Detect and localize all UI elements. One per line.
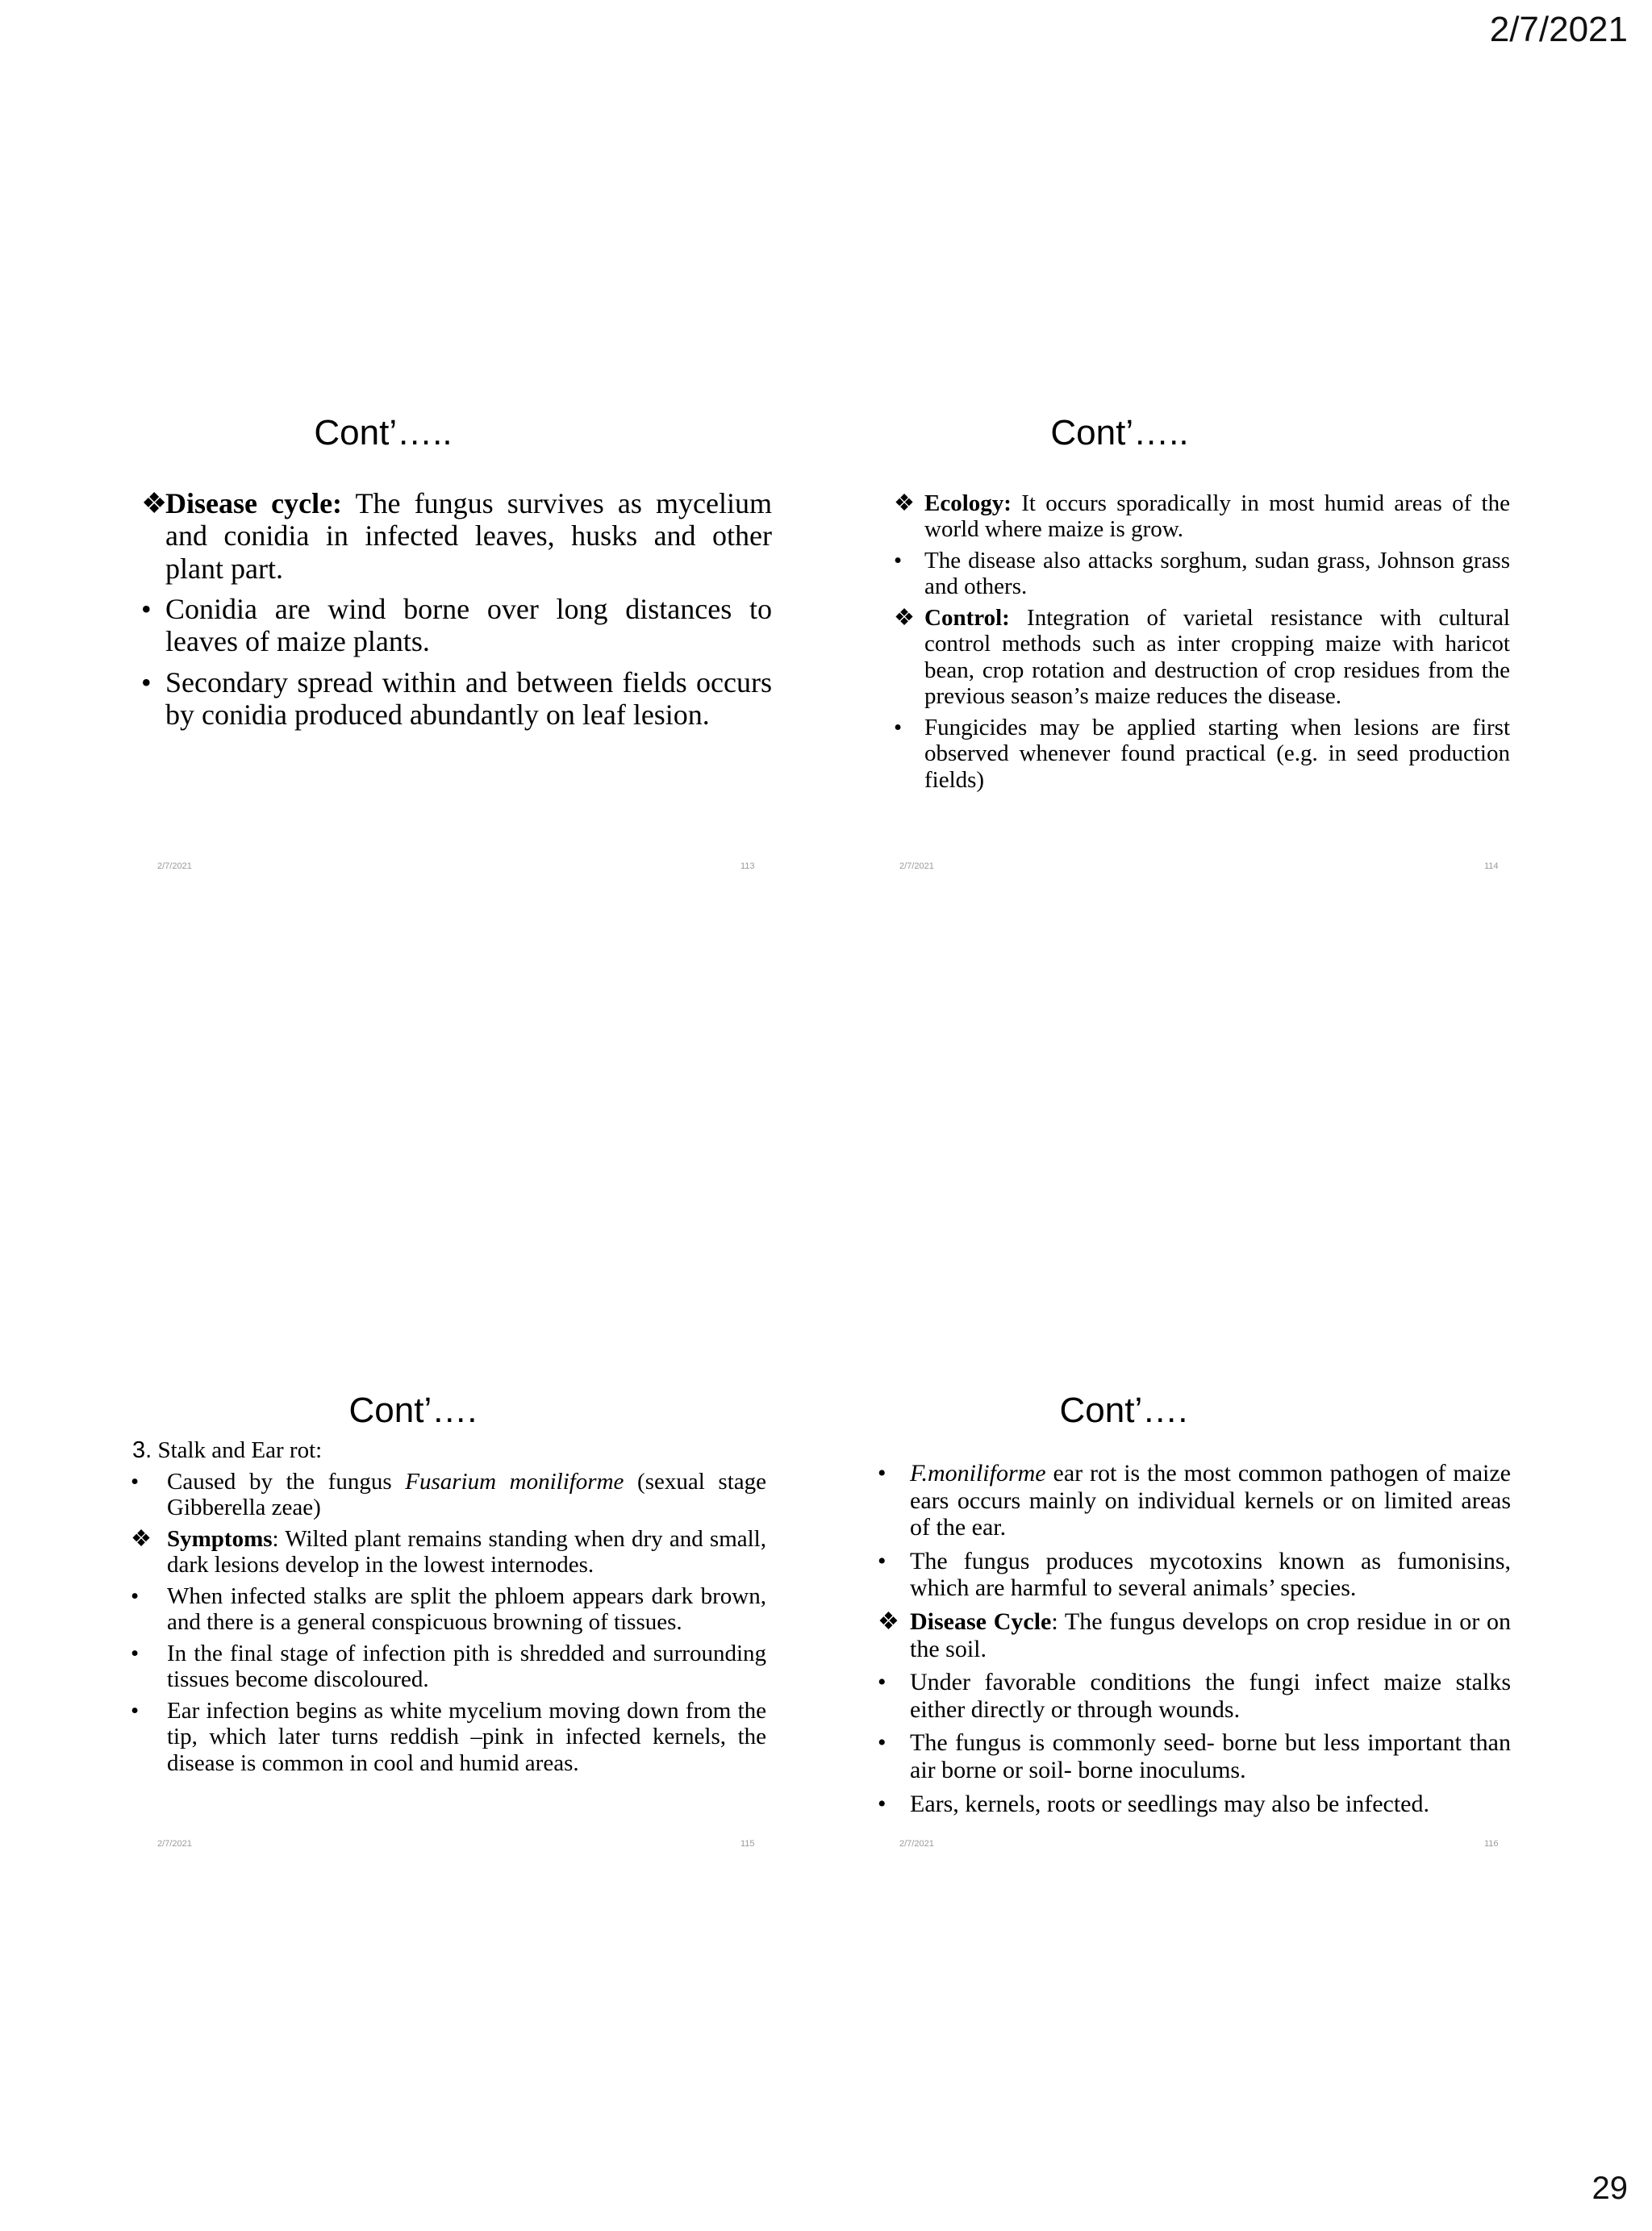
list-item: [878, 1608, 1511, 1662]
bullet-icon: •: [131, 1640, 140, 1666]
bullet-text: The fungus produces mycotoxins known as fumonisins, which are harmful to several animals’ species.: [910, 1547, 1511, 1602]
slide-title: Cont’…..: [314, 413, 453, 452]
list-item: [878, 1791, 1511, 1818]
list-item: [131, 1526, 766, 1578]
list-item: [131, 1698, 766, 1776]
bullet-icon: •: [894, 714, 903, 740]
bullet-text: The disease also attacks sorghum, sudan grass, Johnson grass and others.: [924, 547, 1510, 600]
slide-footer-number: 116: [1484, 1839, 1499, 1849]
list-item: [894, 548, 1510, 600]
page-number: 29: [1592, 2171, 1628, 2206]
slide-footer-date: 2/7/2021: [899, 1839, 934, 1849]
slide-bullet-list: [141, 487, 770, 731]
bullet-text: Conidia are wind borne over long distances to leaves of maize plants.: [165, 592, 772, 658]
diamond-bullet-icon: ❖: [878, 1608, 899, 1635]
bullet-icon: •: [878, 1729, 886, 1757]
diamond-bullet-icon: ❖: [141, 487, 168, 519]
slide-footer-number: 113: [740, 861, 755, 871]
diamond-bullet-icon: ❖: [131, 1525, 152, 1552]
bullet-text: : The fungus develops on crop residue in or on the soil.: [910, 1608, 1511, 1662]
list-item: [131, 1469, 766, 1521]
pathogen-name: Fusarium moniliforme: [405, 1469, 624, 1495]
list-item: [878, 1729, 1511, 1783]
bullet-text: Integration of varietal resistance with cultural control methods such as inter cropping maize with haricot bean, crop rotation and destruction of crop residues from the previous season’s maize reduces the disease.: [924, 604, 1510, 710]
section-number: 3.: [132, 1437, 152, 1463]
list-item: [878, 1460, 1511, 1541]
list-item: [894, 490, 1510, 543]
slide-bullet-list: [878, 1460, 1511, 1817]
section-heading: [132, 1437, 760, 1464]
bullet-text: It occurs sporadically in most humid areas of the world where maize is grow.: [924, 490, 1510, 543]
list-item: [894, 715, 1510, 793]
list-item: [878, 1548, 1511, 1602]
bullet-text: : Wilted plant remains standing when dry and small, dark lesions develop in the lowest internodes.: [167, 1525, 766, 1578]
bullet-icon: •: [131, 1583, 140, 1609]
bullet-icon: •: [141, 592, 152, 625]
diamond-bullet-icon: ❖: [894, 604, 915, 631]
slide-title: Cont’…..: [1050, 413, 1189, 452]
bullet-text: Ear infection begins as white mycelium moving down from the tip, which later turns reddish –pink in infected kernels, the disease is common in cool and humid areas.: [167, 1697, 766, 1776]
bullet-text: (sexual stage Gibberella zeae): [167, 1469, 766, 1521]
diamond-bullet-icon: ❖: [894, 490, 915, 516]
slide-footer-date: 2/7/2021: [157, 1839, 192, 1849]
slide-116: [878, 1391, 1511, 1824]
list-item: [141, 666, 772, 732]
bullet-heading: Disease Cycle: [910, 1608, 1052, 1635]
bullet-icon: •: [131, 1469, 140, 1495]
bullet-heading: Control:: [924, 604, 1010, 631]
bullet-text: The fungus survives as mycelium and conidia in infected leaves, husks and other plant part.: [165, 487, 772, 585]
bullet-text: Fungicides may be applied starting when lesions are first observed whenever found practical (e.g. in seed production fields): [924, 714, 1510, 793]
bullet-icon: •: [878, 1460, 886, 1487]
bullet-icon: •: [878, 1547, 886, 1574]
list-item: [894, 605, 1510, 710]
page-date: 2/7/2021: [1489, 10, 1628, 49]
list-item: [131, 1583, 766, 1636]
bullet-heading: Disease cycle:: [165, 487, 343, 519]
slide-114: [894, 413, 1523, 798]
slide-115: [131, 1391, 766, 1781]
section-heading-text: Stalk and Ear rot:: [152, 1437, 323, 1463]
bullet-icon: •: [894, 547, 903, 573]
slide-footer-number: 115: [740, 1839, 755, 1849]
bullet-text: When infected stalks are split the phloem appears dark brown, and there is a general conspicuous browning of tissues.: [167, 1583, 766, 1636]
bullet-text: Ears, kernels, roots or seedlings may also be infected.: [910, 1790, 1429, 1817]
bullet-text: In the final stage of infection pith is shredded and surrounding tissues become discoloured.: [167, 1640, 766, 1693]
bullet-text: Under favorable conditions the fungi infect maize stalks either directly or through wounds.: [910, 1669, 1511, 1723]
bullet-icon: •: [131, 1697, 140, 1724]
bullet-text: Secondary spread within and between fields occurs by conidia produced abundantly on leaf lesion.: [165, 665, 772, 731]
bullet-heading: Ecology:: [924, 490, 1012, 516]
list-item: [878, 1669, 1511, 1723]
bullet-text: The fungus is commonly seed- borne but less important than air borne or soil- borne inoculums.: [910, 1729, 1511, 1783]
pathogen-name: F.moniliforme: [910, 1460, 1046, 1487]
slide-bullet-list: [894, 490, 1523, 793]
bullet-text: Caused by the fungus: [167, 1469, 406, 1495]
bullet-icon: •: [878, 1669, 886, 1696]
bullet-icon: •: [141, 665, 152, 698]
list-item: [141, 593, 772, 658]
bullet-text: ear rot is the most common pathogen of maize ears occurs mainly on individual kernels or on limited areas of the ear.: [910, 1460, 1511, 1541]
slide-title: Cont’….: [348, 1391, 478, 1430]
slide-title: Cont’….: [1059, 1391, 1188, 1430]
slide-bullet-list: [131, 1469, 766, 1776]
slide-footer-date: 2/7/2021: [157, 861, 192, 871]
slide-footer-number: 114: [1484, 861, 1499, 871]
slide-113: [141, 413, 770, 739]
bullet-icon: •: [878, 1790, 886, 1817]
slide-footer-date: 2/7/2021: [899, 861, 934, 871]
bullet-heading: Symptoms: [167, 1525, 273, 1552]
list-item: [131, 1641, 766, 1693]
list-item: [141, 487, 772, 585]
